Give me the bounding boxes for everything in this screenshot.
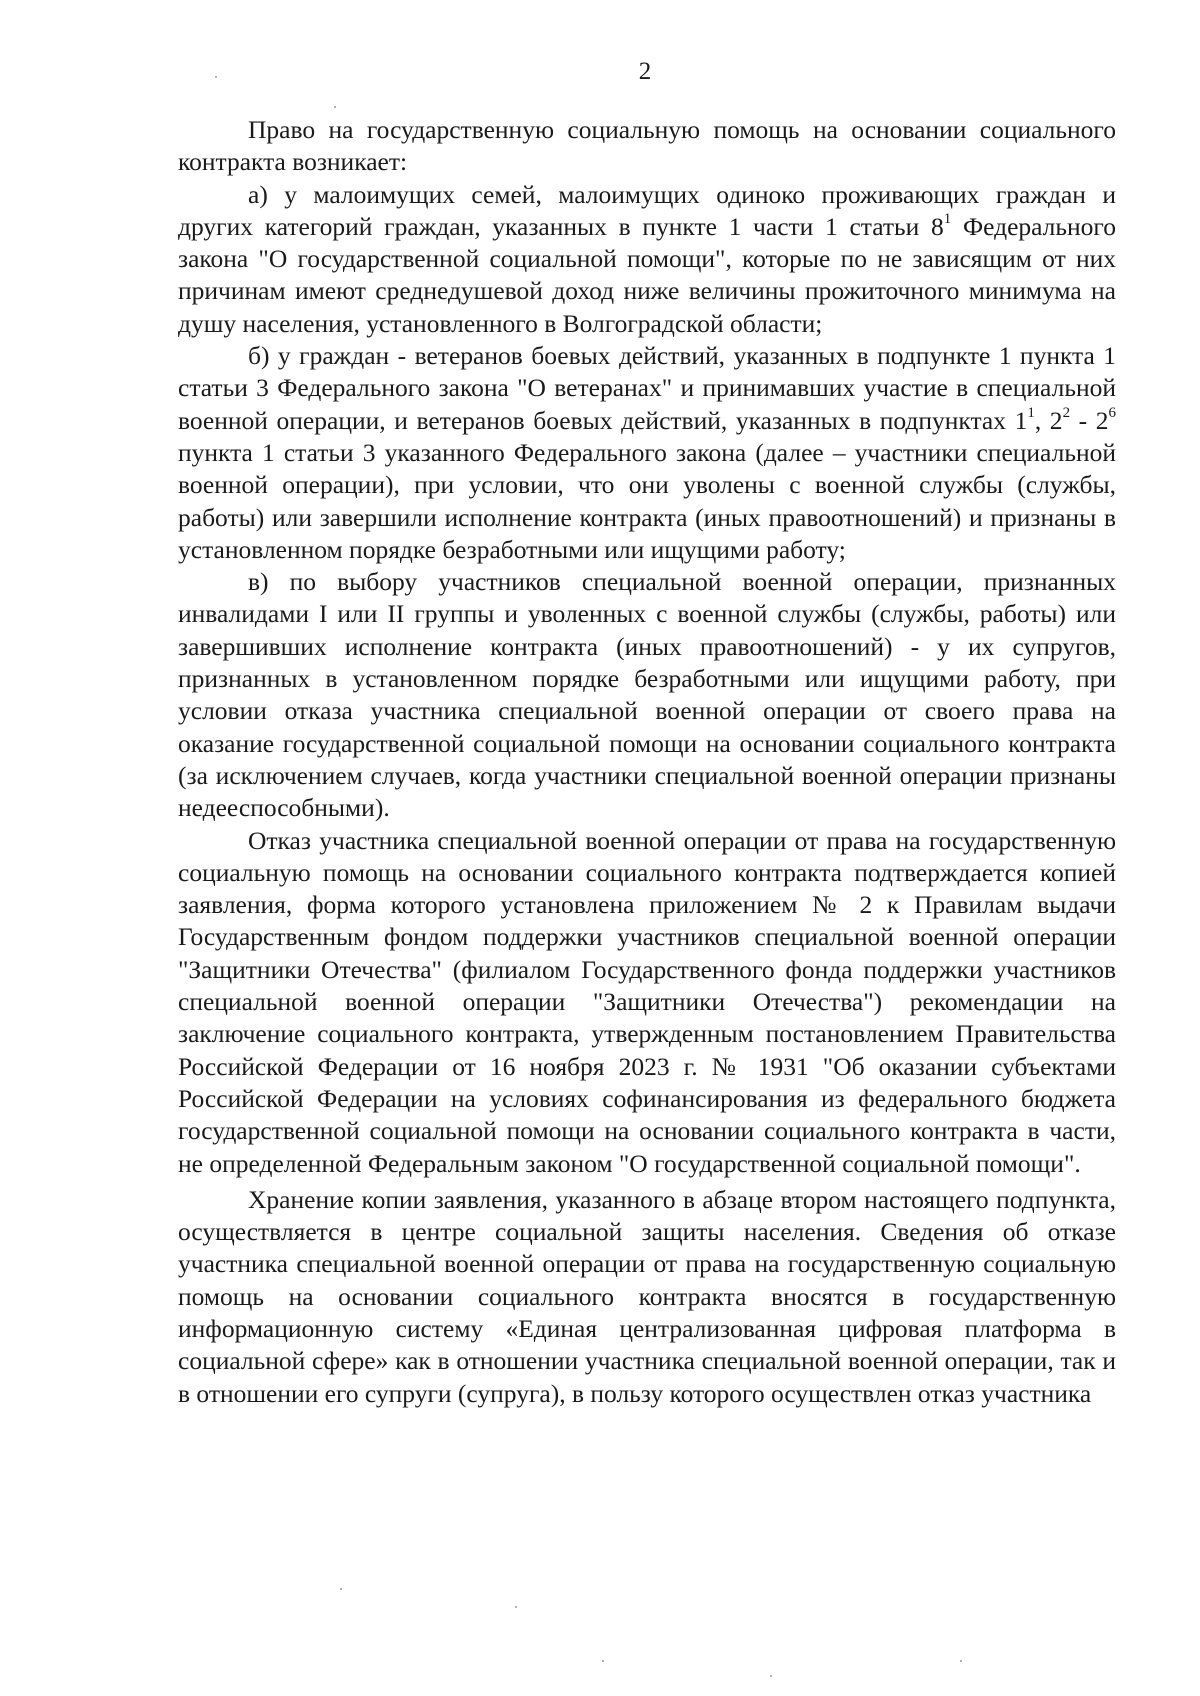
- paragraph-item-v: в) по выбору участников специальной военной операции, признанных инвалидами I или II группы и уволенных с военной службы (службы, работы) или завершивших исполнение контракта (иных правоотношений) - у их супругов, признанных в установленном порядке безработными или ищущими работу, при условии отказа участника специальной военной операции от своего права на оказание государственной социальной помощи на основании социального контракта (за исключением случаев, когда участники специальной военной операции признаны недееспособными).: [178, 567, 1116, 823]
- scan-speck: [770, 1675, 772, 1677]
- paragraph-item-a: [178, 179, 1116, 340]
- paragraph-storage: Хранение копии заявления, указанного в абзаце втором настоящего подпункта, осуществляется в центре социальной защиты населения. Сведения об отказе участника специальной военной операции от права на государственную социальную помощь на основании социального контракта вносятся в государственную информационную систему «Единая централизованная цифровая платформа в социальной сфере» как в отношении участника специальной военной операции, так и в отношении его супруги (супруга), в пользу которого осуществлен отказ участника: [178, 1184, 1116, 1408]
- paragraph-item-b: [178, 340, 1116, 566]
- superscript: 1: [1027, 405, 1035, 422]
- paragraph-item-b-text-2: , 2: [1034, 405, 1063, 435]
- superscript: 2: [1062, 405, 1071, 422]
- scan-speck: [340, 1588, 342, 1590]
- scan-speck: [215, 76, 217, 78]
- scan-speck: [602, 1660, 604, 1662]
- scan-speck: [515, 1606, 517, 1608]
- superscript: 1: [943, 211, 952, 228]
- paragraph-item-a-text-2: Федерального закона "О государственной социальной помощи", которые по не зависящим от них причинам имеют среднедушевой доход ниже величины прожиточного минимума на душу населения, установленного в Волгоградской области;: [178, 211, 1117, 338]
- paragraph-item-b-text-3: - 2: [1070, 405, 1109, 435]
- scan-speck: [334, 106, 336, 108]
- document-body: [178, 114, 1116, 1410]
- superscript: 6: [1108, 405, 1117, 422]
- page-number: 2: [638, 58, 652, 85]
- paragraph-refusal: Отказ участника специальной военной операции от права на государственную социальную помощь на основании социального контракта подтверждается копией заявления, форма которого установлена приложением № 2 к Правилам выдачи Государственным фондом поддержки участников специальной военной операции "Защитники Отечества" (филиалом Государственного фонда поддержки участников специальной военной операции "Защитники Отечества") рекомендации на заключение социального контракта, утвержденным постановлением Правительства Российской Федерации от 16 ноября 2023 г. № 1931 "Об оказании субъектами Российской Федерации на условиях софинансирования из федерального бюджета государственной социальной помощи на основании социального контракта в части, не определенной Федеральным законом "О государственной социальной помощи".: [178, 825, 1116, 1178]
- scan-speck: [960, 1660, 962, 1662]
- paragraph-intro: Право на государственную социальную помощь на основании социального контракта возникает:: [178, 115, 1116, 177]
- paragraph-item-b-text-4: пункта 1 статьи 3 указанного Федерального закона (далее – участники специальной военной операции), при условии, что они уволены с военной службы (службы, работы) или завершили исполнение контракта (иных правоотношений) и признаны в установленном порядке безработными или ищущими работу;: [178, 437, 1116, 564]
- paragraph-item-b-text-1: б) у граждан - ветеранов боевых действий, указанных в подпункте 1 пункта 1 статьи 3 Федерального закона "О ветеранах" и принимавших участие в специальной военной операции, и ветеранов боевых действий, указанных в подпунктах 1: [178, 341, 1116, 435]
- paragraph-item-a-text-1: а) у малоимущих семей, малоимущих одиноко проживающих граждан и других категорий граждан, указанных в пункте 1 части 1 статьи 8: [178, 179, 1116, 241]
